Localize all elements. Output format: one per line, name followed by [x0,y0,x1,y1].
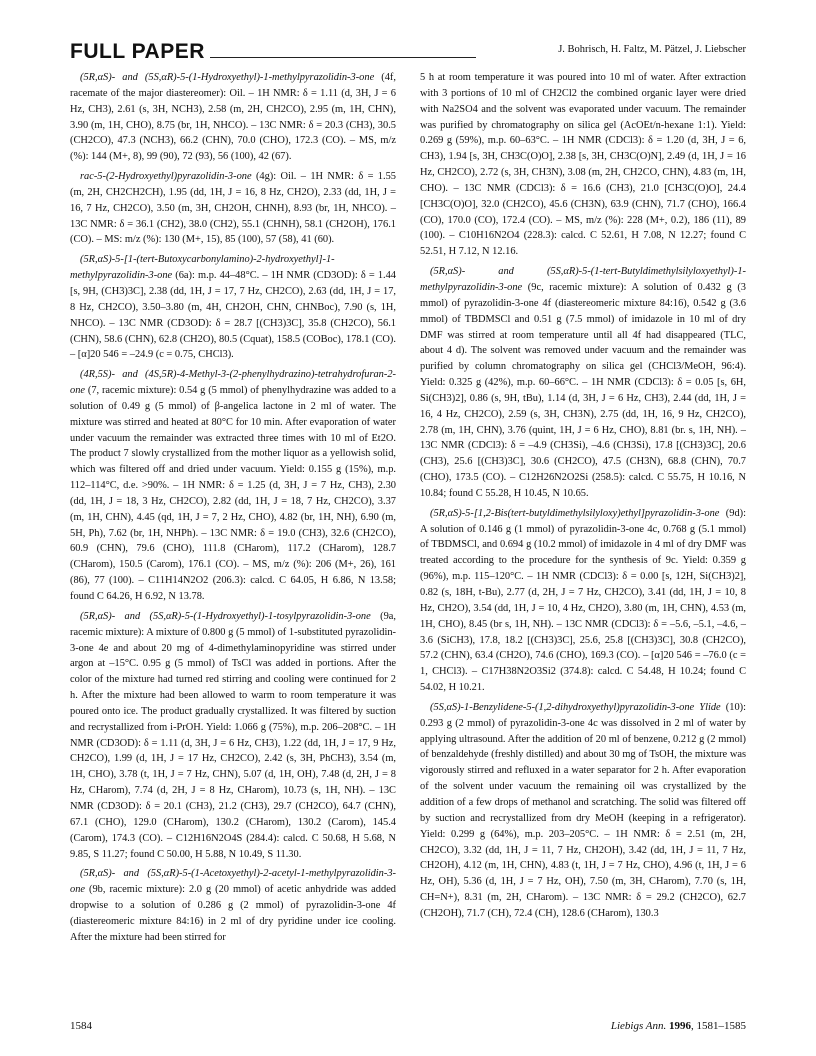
compound-9a-entry [70,609,396,863]
journal-citation: Liebigs Ann. 1996, 1581–1585 [610,1020,746,1032]
compound-9b-entry [70,866,396,945]
compound-9b-continuation [420,70,746,260]
compound-4g-entry [70,169,396,248]
left-column [70,70,396,950]
entry-title: (5R,αS)- and (5S,αR)-5-(1-tert-Butyldimethylsilyloxyethyl)-1-methylpyrazolidin-3-one [420,266,746,293]
compound-10-entry [420,700,746,922]
header-rule [210,57,476,58]
entry-title: (5R,αS)-5-[1,2-Bis(tert-butyldimethylsilyloxy)ethyl]pyrazolidin-3-one [430,507,720,519]
entry-body: (9a, racemic mixture): A mixture of 0.800 g (5 mmol) of 1-substituted pyrazolidin-3-one 4e and about 20 mg of 4-dimethylaminopyridine was stirred under argon at –15°C. 0.95 g (5 mmol) of TsCl was added in portions. After the color of the mixture had turned red stirring and cooling were continued for 2 h. After the mixture had been allowed to warm to room temperature it was poured onto ice. The product gradually crystallized. It was filtered by suction and recrystallized from i-PrOH. Yield: 1.066 g (75%), m.p. 206–208°C. – 1H NMR (CD3OD): δ = 1.11 (d, 3H, J = 6 Hz, CH3), 1.22 (dd, 1H, J = 17, 9 Hz, CH2CO), 1.99 (d, 1H, J = 17 Hz, CH2CO), 2.42 (s, 3H, PhCH3), 3.54 (m, 1H, CHO), 3.78 (t, 1H, J = 7 Hz, CHN), 5.07 (d, 1H, OH), 7.48 (d, 2H, J = 8 Hz, CHarom), 7.74 (d, 2H, J = 8 Hz, CHarom), 10.73 (s, 1H, NH). – 13C NMR (CD3OD): δ = 20.1 (CH3), 21.2 (CH3), 29.7 (CH2CO), 64.7 (CHN), 67.1 (CHO), 129.0 (CHarom), 130.2 (CHarom), 130.2 (Carom), 145.4 (Carom), 174.3 (CO). – C12H16N2O4S (284.4): calcd. C 50.68, H 5.68, N 9.85, S 11.27; found C 50.00, H 5.88, N 10.49, S 11.30. [70,610,396,860]
compound-6a-entry [70,252,396,363]
entry-body: (9b, racemic mixture): 2.0 g (20 mmol) of acetic anhydride was added dropwise to a solution of 0.286 g (2 mmol) of pyrazolidin-3-one 4f (diastereomeric mixture 84:16) in 2 ml of dry pyridine under ice cooling. After the mixture had been stirred for [70,884,396,943]
entry-title: (5R,αS)- and (5S,αR)-5-(1-Acetoxyethyl)-2-acetyl-1-methylpyrazolidin-3-one [70,868,396,896]
entry-body: (7, racemic mixture): 0.54 g (5 mmol) of phenylhydrazine was added to a solution of 0.49 g (5 mmol) of β-angelica lactone in 2 ml of water. The mixture was stirred and heated at 80°C for 10 min. After evaporation of water under vacuum the remainder was extracted three times with 10 ml of Et2O. The product 7 slowly crystallized from the mother liquor as a yellowish solid, which was filtered off and dried under vacuum. Yield: 0.155 g (15%), m.p. 112–114°C, d.e. >90%. – 1H NMR: δ = 1.25 (d, 3H, J = 7 Hz, CH3), 2.30 (dd, 1H, J = 18, 3 Hz, CH2CO), 2.82 (dd, 1H, J = 18, 7 Hz, CH2CO), 3.37 (m, 1H, CHN), 4.45 (qd, 1H, J = 7, 2 Hz, CHO), 4.82 (br, 1H, NH), 6.90 (m, 5H, Ph), 7.62 (br, 1H, NHPh). – 13C NMR: δ = 19.0 (CH3), 32.6 (CH2CO), 60.9 (CHN), 79.6 (CHO), 111.8 (CHarom), 117.2 (CHarom), 128.7 (CHarom), 150.5 (Carom), 176.1 (CO). – MS, m/z (%): 206 (M+, 26), 161 (86), 77 (100). – C11H14N2O2 (206.3): calcd. C 64.05, H 6.86, N 13.58; found C 64.26, H 6.92, N 13.78. [70,385,396,602]
entry-body: (6a): m.p. 44–48°C. – 1H NMR (CD3OD): δ = 1.44 [s, 9H, (CH3)3C], 2.38 (dd, 1H, J = 17, 7 Hz, CH2CO), 2.63 (dd, 1H, J = 17, 8 Hz, CH2CO), 3.50–3.80 (m, 4H, CH2OH, CHN, CHNBoc), 7.90 (s, 1H, NHCO). – 13C NMR (CD3OD): δ = 28.7 [(CH3)3C], 35.8 (CH2CO), 56.1 (CHN), 58.6 (CHN), 62.8 (CH2O), 80.5 (Cquat), 158.5 (COBoc), 178.1 (CO). – [α]20 546 = –24.9 (c = 0.75, CHCl3). [70,270,396,361]
compound-7-entry [70,367,396,605]
entry-title: (5R,αS)- and (5S,αR)-5-(1-Hydroxyethyl)-1-methylpyrazolidin-3-one [80,72,375,83]
entry-title: (4R,5S)- and (4S,5R)-4-Methyl-3-(2-phenylhydrazino)-tetrahydrofuran-2-one [70,369,396,397]
journal-pages: 1581–1585 [696,1020,746,1032]
entry-title: (5R,αS)-5-[1-(tert-Butoxycarbonylamino)-2-hydroxyethyl]-1-methylpyrazolidin-3-one [70,254,335,282]
page-number: 1584 [70,1020,92,1032]
entry-body: (10): 0.293 g (2 mmol) of pyrazolidin-3-one 4c was dissolved in 2 ml of water by applying ultrasound. After the addition of 20 ml of benzene, 0.212 g (2 mmol) of benzaldehyde (freshly distilled) and about 30 mg of TsOH, the mixture was vigorously stirred and refluxed in a water separator for 2 h. After evaporation of the solvent under vacuum the remaining oil was crystallized by the addition of a few drops of methanol and scratching. The solid was filtered off by suction and recrystallized from dry MeOH (keeping in a refrigerator). Yield: 0.299 g (64%), m.p. 203–205°C. – 1H NMR: δ = 2.51 (m, 2H, CH2CO), 3.32 (dd, 1H, J = 11, 7 Hz, CH2OH), 3.42 (dd, 1H, J = 11, 7 Hz, CH2OH), 4.12 (m, 1H, CHN), 4.83 (t, 1H, J = 7 Hz, CHO), 4.96 (t, 1H, J = 6 Hz, OH), 5.36 (d, 1H, J = 7 Hz, OH), 7.50 (m, 3H, CHarom), 7.70 (s, 1H, CH=N+), 8.31 (m, 2H, CHarom). – 13C NMR: δ = 29.2 (CH2CO), 62.7 (CH2OH), 71.7 (CH), 72.4 (CH), 128.6 (CHarom), 130.3 [420,701,746,919]
entry-body: (9c, racemic mixture): A solution of 0.432 g (3 mmol) of pyrazolidin-3-one 4f (diastereomeric mixture 84:16), 0.542 g (3.6 mmol) of TBDMSCl and 0.51 g (7.5 mmol) of imidazole in 10 ml of dry DMF was stirred at room temperature until all 4f had disappeared (TLC, about 4 d). The solvent was removed under vacuum and the remainder was purified by column chromatography on silica gel (CHCl3/MeOH, 96:4). Yield: 0.325 g (42%), m.p. 60–66°C. – 1H NMR (CDCl3): δ = 0.05 [s, 6H, Si(CH3)2], 0.86 (s, 9H, tBu), 1.14 (d, 3H, J = 6 Hz, CH3), 2.44 (dd, 1H, J = 16, 4 Hz, CH2CO), 2.59 (s, 3H, CH3N), 2.75 (dd, 1H, 16, 9 Hz, CH2CO), 2.78 (m, 1H, CHN), 3.76 (quint, 1H, J = 6 Hz, CHO), 8.81 (br. s, 1H, NH). – 13C NMR (CDCl3): δ = –4.9 (CH3Si), –4.6 (CH3Si), 17.8 [(CH3)3C], 20.6 (CH3), 25.6 [(CH3)3C], 30.6 (CH2CO), 47.5 (CH3N), 68.8 (CHN), 70.7 (CHO), 173.5 (CO). – C12H26N2O2Si (258.5): calcd. C 55.75, H 10.16, N 10.84; found C 55.28, H 10.45, N 10.65. [420,281,746,499]
compound-9c-entry [420,264,746,502]
entry-title: (5R,αS)- and (5S,αR)-5-(1-Hydroxyethyl)-1-tosylpyrazolidin-3-one [80,610,371,622]
entry-body: 5 h at room temperature it was poured into 10 ml of water. After extraction with 3 portions of 10 ml of CH2Cl2 the combined organic layer were dried with Na2SO4 and the solvent was evaporated under vacuum. The remainder was purified by chromatography on silica gel (AcOEt/n-hexane 1:1). Yield: 0.269 g (59%), m.p. 60–63°C. – 1H NMR (CDCl3): δ = 1.20 (d, 3H, J = 6, CH3), 1.94 [s, 3H, CH3C(O)O], 2.38 [s, 3H, CH3C(O)N], 2.49 (d, 1H, J = 16 Hz, CH2CO), 2.72 (s, 3H, CH3N), 3.08 (m, 2H, CH2CO, CHN), 4.83 (m, 1H, CHO). – 13C NMR (CDCl3): δ = 16.6 (CH3), 21.0 [CH3C(O)O], 24.4 [CH3C(O)O], 32.0 (CH2CO), 45.6 (CH3N), 63.9 (CHN), 71.7 (CHO), 166.4 (CO), 170.0 (CO), 172.4 (CO). – MS, m/z (%): 228 (M+, 0.2), 186 (11), 89 (100). – C10H16N2O4 (228.3): calcd. C 52.61, H 7.08, N 12.27; found C 52.51, H 7.12, N 12.16. [420,72,746,258]
running-authors: J. Bohrisch, H. Faltz, M. Pätzel, J. Liebscher [558,44,746,55]
entry-body: (4f, racemate of the major diastereomer): Oil. – 1H NMR: δ = 1.11 (d, 3H, J = 6 Hz, CH3), 2.61 (s, 3H, NCH3), 2.58 (m, 2H, CH2CO), 2.95 (m, 1H, CHN), 3.90 (m, 1H, CHO), 8.75 (br, 1H, NHCO). – 13C NMR: δ = 20.3 (CH3), 30.5 (CH2CO), 47.3 (NCH3), 66.2 (CHN), 70.0 (CHO), 172.3 (CO). – MS, m/z (%): 144 (M+, 8), 99 (90), 72 (93), 56 (100), 42 (67). [70,72,396,163]
journal-year: 1996 [669,1020,691,1032]
journal-name: Liebigs Ann. [610,1020,667,1032]
section-label: FULL PAPER [70,40,205,63]
compound-9d-entry [420,506,746,696]
entry-title: (5S,αS)-1-Benzylidene-5-(1,2-dihydroxyethyl)pyrazolidin-3-one Ylide [430,701,721,713]
entry-body: (9d): A solution of 0.146 g (1 mmol) of pyrazolidin-3-one 4c, 0.768 g (5.1 mmol) of TBDMSCl, and 0.694 g (10.2 mmol) of imidazole in 4 ml of dry DMF was treated according to the procedure for the synthesis of 9c. Yield: 0.359 g (96%), m.p. 115–120°C. – 1H NMR (CDCl3): δ = 0.00 [s, 12H, Si(CH3)2], 0.82 (s, 18H, t-Bu), 2.77 (d, 2H, J = 7 Hz, CH2CO), 3.41 (dd, 1H, J = 10, 8 Hz, CH2O), 3.54 (dd, 1H, J = 10, 4 Hz, CH2O), 3.80 (m, 1H, CHN), 4.53 (m, 1H, CHO), 8.45 (br s, 1H, NH). – 13C NMR (CDCl3): δ = –5.6, –5.1, –4.6, –3.6 (SiCH3), 17.8, 18.2 [(CH3)3C], 25.6, 25.8 [(CH3)3C], 30.8 (CH2CO), 57.2 (CHN), 63.4 (CH2O), 74.6 (CHO), 169.3 (CO). – [α]20 546 = –76.0 (c = 1, CHCl3). – C17H38N2O3Si2 (374.8): calcd. C 54.48, H 10.24; found C 54.02, H 10.21. [420,507,746,694]
entry-title: rac-5-(2-Hydroxyethyl)pyrazolidin-3-one [80,171,252,183]
entry-body: (4g): Oil. – 1H NMR: δ = 1.55 (m, 2H, CH2CH2CH), 1.95 (dd, 1H, J = 16, 8 Hz, CH2O), 2.33 (dd, 1H, J = 16, 7 Hz, CH2CO), 3.50 (m, 3H, CH2OH, CHNH), 8.93 (br, 1H, NHCO). – 13C NMR: δ = 36.1 (CH2), 38.0 (CH2), 55.1 (CHNH), 58.1 (CH2OH), 176.1 (CO). – MS: m/z (%): 130 (M+, 15), 85 (100), 57 (58), 41 (60). [70,171,396,246]
right-column [420,70,746,926]
compound-4f-entry [70,70,396,165]
page-header [70,40,746,70]
